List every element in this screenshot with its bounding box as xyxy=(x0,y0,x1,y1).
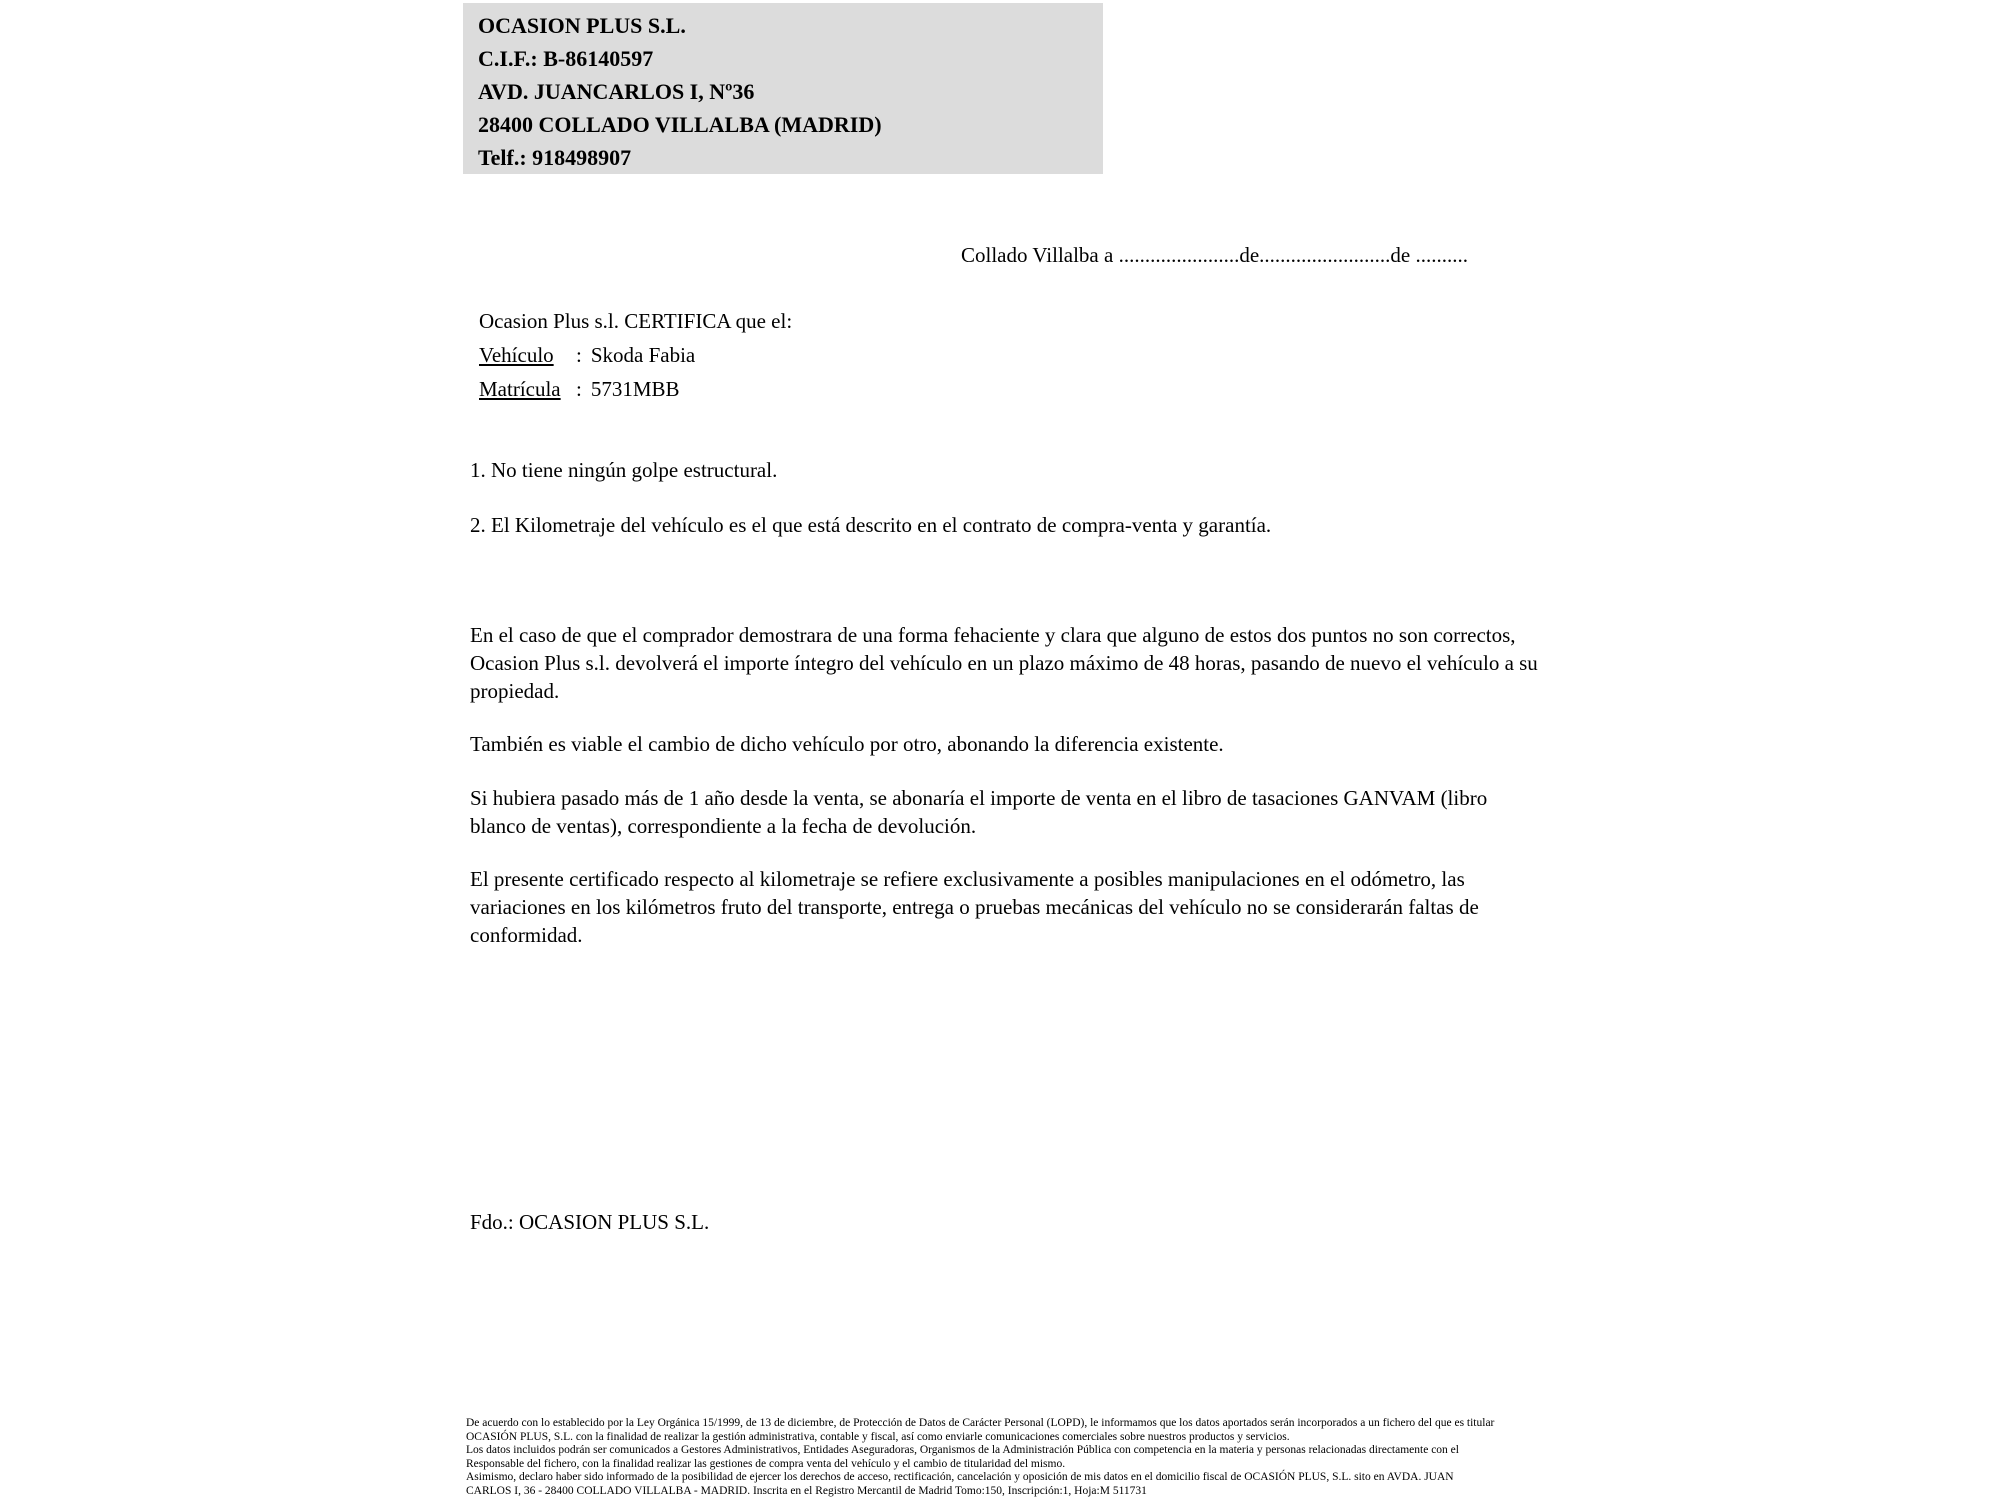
footer-line: Asimismo, declaro haber sido informado de la posibilidad de ejercer los derechos de acceso, rectificación, cancelación y oposición de mis datos en el domicilio fiscal de OCASIÓN PLUS, S.L. sito en AVDA. JUAN xyxy=(466,1471,1454,1484)
company-city: 28400 COLLADO VILLALBA (MADRID) xyxy=(478,112,882,137)
exchange-clause-paragraph: También es viable el cambio de dicho vehículo por otro, abonando la diferencia existente. xyxy=(470,732,1224,756)
plate-value: 5731MBB xyxy=(590,377,680,401)
footer-line: Los datos incluidos podrán ser comunicados a Gestores Administrativos, Entidades Aseguradoras, Organismos de la Administración Pública con competencia en la materia y personas relacionadas directamente con el xyxy=(466,1444,1459,1457)
company-header xyxy=(463,3,1103,174)
plate-field xyxy=(479,372,792,406)
footer-line: CARLOS I, 36 - 28400 COLLADO VILLALBA - MADRID. Inscrita en el Registro Mercantil de Madrid Tomo:150, Inscripción:1, Hoja:M 511731 xyxy=(466,1484,1147,1497)
company-name: OCASION PLUS S.L. xyxy=(478,13,686,38)
signature-line: Fdo.: OCASION PLUS S.L. xyxy=(470,1210,710,1234)
refund-clause-paragraph: En el caso de que el comprador demostrara de una forma fehaciente y clara que alguno de estos dos puntos no son correctos, Ocasion Plus s.l. devolverá el importe íntegro del vehículo en un plazo máximo de 48 horas, pasando de nuevo el vehículo a su propiedad. xyxy=(470,623,1538,703)
footer-line: De acuerdo con lo establecido por la Ley Orgánica 15/1999, de 13 de diciembre, de Protección de Datos de Carácter Personal (LOPD), le informamos que los datos aportados serán incorporados a un fichero del que es titular xyxy=(466,1417,1495,1429)
vehicle-label: Vehículo xyxy=(479,343,554,367)
vehicle-colon: : xyxy=(576,343,582,367)
legal-footer xyxy=(466,1417,1571,1499)
date-fill-in-line: Collado Villalba a .......................de.........................de .......... xyxy=(961,243,1468,267)
certification-block xyxy=(479,304,792,406)
plate-label: Matrícula xyxy=(479,377,561,401)
company-phone: Telf.: 918498907 xyxy=(478,145,632,170)
certified-point-1: 1. No tiene ningún golpe estructural. xyxy=(470,458,778,482)
vehicle-value: Skoda Fabia xyxy=(590,343,696,367)
footer-line: OCASIÓN PLUS, S.L. con la finalidad de realizar la gestión administrativa, contable y fiscal, así como enviarle comunicaciones comerciales sobre nuestros productos y servicios. xyxy=(466,1430,1290,1443)
company-cif: C.I.F.: B-86140597 xyxy=(478,46,654,71)
company-address: AVD. JUANCARLOS I, Nº36 xyxy=(478,79,755,104)
vehicle-field xyxy=(479,338,792,372)
odometer-clause-paragraph: El presente certificado respecto al kilometraje se refiere exclusivamente a posibles manipulaciones en el odómetro, las variaciones en los kilómetros fruto del transporte, entrega o pruebas mecánicas del vehículo no se considerarán faltas de conformidad. xyxy=(470,867,1479,947)
plate-colon: : xyxy=(576,377,582,401)
footer-line: Responsable del fichero, con la finalidad realizar las gestiones de compra venta del vehículo y el cambio de titularidad del mismo. xyxy=(466,1457,1066,1470)
ganvam-clause-paragraph: Si hubiera pasado más de 1 año desde la venta, se abonaría el importe de venta en el libro de tasaciones GANVAM (libro blanco de ventas), correspondiente a la fecha de devolución. xyxy=(470,786,1488,838)
certification-intro: Ocasion Plus s.l. CERTIFICA que el: xyxy=(479,309,793,333)
certified-point-2: 2. El Kilometraje del vehículo es el que está descrito en el contrato de compra-venta y garantía. xyxy=(470,513,1272,537)
